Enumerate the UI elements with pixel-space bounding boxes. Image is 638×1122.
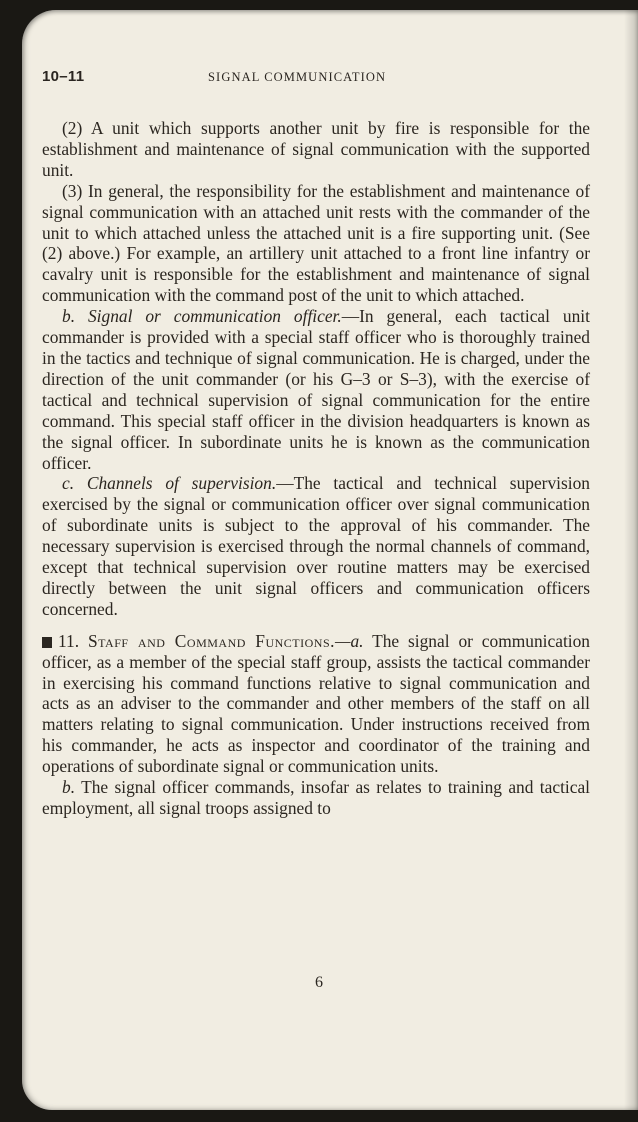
section-range: 10–11 — [42, 68, 85, 85]
section-11-text: The signal or communication officer, as a member of the special staff group, assists the tactical commander in exercising his command functions relative to signal communication and acts as an adviser to the commander and other members of the staff on all matters relating to signal communication. Under instructions received from his commander, he acts as inspector and coordinator of the training and operations of subordinate signal or communication units. — [42, 630, 590, 777]
paragraph-b-label: b. — [62, 306, 76, 327]
page-number: 6 — [315, 974, 323, 991]
paragraph-c-title: Channels of supervision. — [86, 473, 277, 494]
running-header — [42, 68, 590, 92]
paragraph-b-text: —In general, each tactical unit commander is provided with a special staff officer who is thoroughly trained in the tactics and technique of signal communication. He is charged, under the direction of the unit commander (or his G–3 or S–3), with the exercise of tactical and technical supervision of signal communication for the entire command. This special staff officer in the division headquarters is known as the signal officer. In subordinate units he is known as the communication officer. — [42, 306, 590, 473]
section-11-b-text: The signal officer commands, insofar as relates to training and tactical employment, all signal troops assigned to — [42, 777, 590, 818]
section-11-b — [42, 777, 590, 819]
paragraph-c-text: —The tactical and technical supervision exercised by the signal or communication officer over signal communication of subordinate units is subject to the approval of his commander. The necessary supervision is exercised through the normal channels of command, except that technical supervision over routine matters may be exercised directly between the unit signal officers and communication officers concerned. — [42, 473, 590, 619]
section-11-number: 11. — [58, 630, 80, 651]
paragraph-b — [42, 306, 590, 473]
section-11-b-label: b. — [62, 777, 76, 798]
body-text — [42, 118, 590, 819]
section-11-label: —a. — [335, 630, 364, 651]
section-11 — [42, 631, 590, 777]
paragraph-c — [42, 473, 590, 619]
paragraph-b-title: Signal or communication officer. — [87, 306, 342, 327]
running-title: SIGNAL COMMUNICATION — [208, 70, 387, 84]
paragraph-2: (2) A unit which supports another unit by fire is responsible for the establishment and maintenance of signal communication with the supported unit. — [42, 118, 590, 180]
section-marker-icon — [42, 637, 52, 648]
paragraph-c-label: c. — [62, 473, 75, 494]
paragraph-3: (3) In general, the responsibility for the establishment and maintenance of signal communication with an attached unit rests with the commander of the unit to which attached unless the attached unit is a fire supporting unit. (See (2) above.) For example, an artillery unit attached to a front line infantry or cavalry unit is responsible for the establishment and maintenance of signal communication with the command post of the unit to which attached. — [42, 180, 590, 306]
section-11-heading: Staff and Command Functions. — [87, 630, 335, 651]
